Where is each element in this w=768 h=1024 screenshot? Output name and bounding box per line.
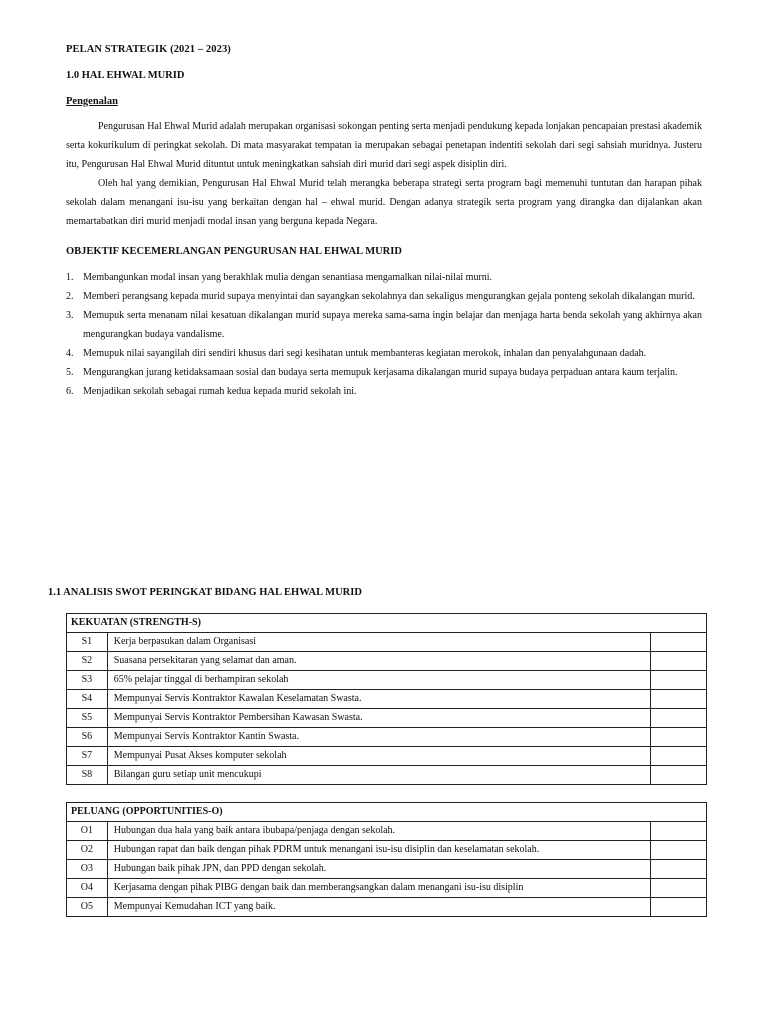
objectives-heading: OBJEKTIF KECEMERLANGAN PENGURUSAN HAL EHWAL MURID [66,246,402,257]
row-code: S1 [67,633,108,652]
row-code: S5 [67,709,108,728]
intro-paragraph-2: Oleh hal yang demikian, Pengurusan Hal Ehwal Murid telah merangka beberapa strategi serta program bagi memenuhi tuntutan dan harapan pihak sekolah dalam menangani isu-isu yang berkaitan dengan hal – ehwal murid. Dengan adanya strategik serta program yang dirangka dan dijalankan akan memartabatkan diri murid menjadi modal insan yang berguna kepada Negara. [66,178,702,227]
objective-number: 4. [66,348,74,359]
row-code: S3 [67,671,108,690]
row-code: S4 [67,690,108,709]
table-row [67,766,707,785]
table-row [67,690,707,709]
intro-paragraph-1: Pengurusan Hal Ehwal Murid adalah merupakan organisasi sokongan penting serta menjadi pendukung kepada lonjakan pencapaian prestasi akademik serta kokurikulum di peringkat sekolah. Di mata masyarakat tempatan ia merupakan sebagai penetapan indentiti sekolah dari segi sahsiah muridnya. Justeru itu, Pengurusan Hal Ehwal Murid dituntut untuk meningkatkan sahsiah diri murid dari segi aspek disiplin diri. [66,121,702,170]
objective-text: Membangunkan modal insan yang berakhlak mulia dengan senantiasa mengamalkan nilai-nilai murni. [83,272,493,283]
row-blank-cell [650,633,706,652]
row-code: S2 [67,652,108,671]
objective-item [66,344,702,363]
table-row [67,747,707,766]
row-blank-cell [650,822,706,841]
row-blank-cell [650,671,706,690]
objective-number: 5. [66,367,74,378]
objective-item [66,306,702,344]
table-row [67,728,707,747]
row-blank-cell [650,898,706,917]
swot-heading: 1.1 ANALISIS SWOT PERINGKAT BIDANG HAL EHWAL MURID [48,587,362,598]
table-row [67,652,707,671]
row-code: S8 [67,766,108,785]
table-row [67,860,707,879]
row-text: Hubungan dua hala yang baik antara ibubapa/penjaga dengan sekolah. [107,822,650,841]
row-code: O3 [67,860,108,879]
row-text: Kerjasama dengan pihak PIBG dengan baik dan memberangsangkan dalam menangani isu-isu disiplin [107,879,650,898]
row-code: O4 [67,879,108,898]
objective-text: Mengurangkan jurang ketidaksamaan sosial dan budaya serta memupuk kerjasama dikalangan murid supaya budaya perpaduan antara kaum terjalin. [83,367,678,378]
section-heading: 1.0 HAL EHWAL MURID [66,70,185,81]
objective-item [66,268,702,287]
row-text: Mempunyai Servis Kontraktor Pembersihan Kawasan Swasta. [107,709,650,728]
row-code: O2 [67,841,108,860]
table-row [67,898,707,917]
objective-number: 1. [66,272,74,283]
row-text: Bilangan guru setiap unit mencukupi [107,766,650,785]
row-blank-cell [650,728,706,747]
row-text: Mempunyai Servis Kontraktor Kawalan Keselamatan Swasta. [107,690,650,709]
objective-number: 2. [66,291,74,302]
objectives-list [66,268,702,401]
row-text: Kerja berpasukan dalam Organisasi [107,633,650,652]
objective-number: 3. [66,310,74,321]
table-header-row [67,614,707,633]
row-code: S6 [67,728,108,747]
row-blank-cell [650,860,706,879]
row-text: Mempunyai Kemudahan ICT yang baik. [107,898,650,917]
objective-text: Memupuk serta menanam nilai kesatuan dikalangan murid supaya mereka sama-sama ingin belajar dan menjaga harta benda sekolah yang akhirnya akan mengurangkan budaya vandalisme. [83,310,702,340]
document-title: PELAN STRATEGIK (2021 – 2023) [66,44,231,55]
row-blank-cell [650,766,706,785]
intro-heading: Pengenalan [66,96,118,107]
table-row [67,879,707,898]
row-text: Suasana persekitaran yang selamat dan aman. [107,652,650,671]
objective-item [66,363,702,382]
objective-item [66,382,702,401]
row-text: Hubungan rapat dan baik dengan pihak PDRM untuk menangani isu-isu disiplin dan keselamatan sekolah. [107,841,650,860]
row-blank-cell [650,652,706,671]
row-blank-cell [650,841,706,860]
objective-item [66,287,702,306]
row-text: Mempunyai Servis Kontraktor Kantin Swasta. [107,728,650,747]
row-text: 65% pelajar tinggal di berhampiran sekolah [107,671,650,690]
row-blank-cell [650,690,706,709]
row-text: Mempunyai Pusat Akses komputer sekolah [107,747,650,766]
strengths-header: KEKUATAN (STRENGTH-S) [67,614,707,633]
strengths-table [66,613,707,785]
objective-text: Memupuk nilai sayangilah diri sendiri khusus dari segi kesihatan untuk membanteras kegiatan merokok, inhalan dan penyalahgunaan dadah. [83,348,647,359]
objective-text: Memberi perangsang kepada murid supaya menyintai dan sayangkan sekolahnya dan sekaligus mengurangkan gejala ponteng sekolah dikalangan murid. [83,291,695,302]
objective-text: Menjadikan sekolah sebagai rumah kedua kepada murid sekolah ini. [83,386,357,397]
table-row [67,841,707,860]
table-row [67,822,707,841]
row-blank-cell [650,709,706,728]
table-header-row [67,803,707,822]
opportunities-header: PELUANG (OPPORTUNITIES-O) [67,803,707,822]
opportunities-table [66,802,707,917]
row-code: S7 [67,747,108,766]
table-row [67,671,707,690]
objective-number: 6. [66,386,74,397]
row-code: O5 [67,898,108,917]
row-text: Hubungan baik pihak JPN, dan PPD dengan sekolah. [107,860,650,879]
table-row [67,633,707,652]
row-blank-cell [650,879,706,898]
row-code: O1 [67,822,108,841]
row-blank-cell [650,747,706,766]
table-row [67,709,707,728]
